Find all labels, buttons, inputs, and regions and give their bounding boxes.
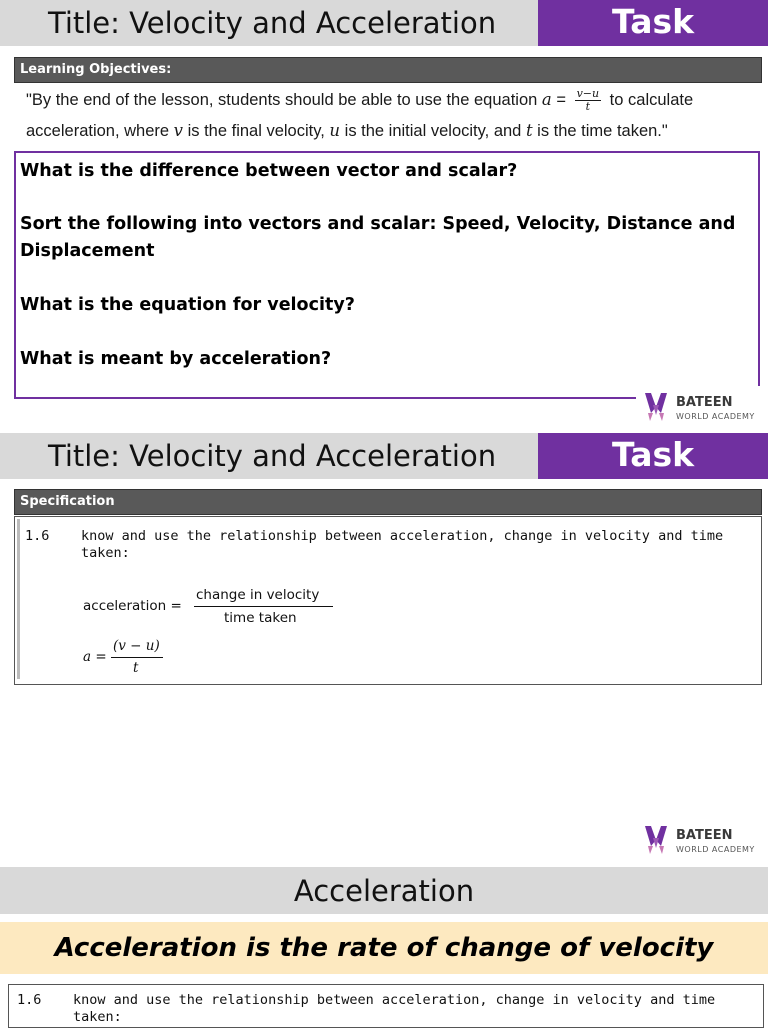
logo-subtitle: WORLD ACADEMY [676, 845, 755, 854]
lo-frac-denominator: t [585, 100, 591, 113]
lo-text: "By the end of the lesson, students should be able to use the equation [26, 90, 542, 109]
question-acceleration-meaning: What is meant by acceleration? [20, 349, 332, 369]
spec-divider [17, 519, 20, 679]
learning-objective-line-2 [26, 121, 668, 141]
word-equation-denominator: time taken [224, 610, 297, 626]
school-logo [636, 386, 766, 430]
bateen-logo-icon [644, 824, 668, 856]
slide3-spec-statement: know and use the relationship between acceleration, change in velocity and time taken: [73, 992, 716, 1025]
lo-equals: = [556, 90, 566, 109]
school-logo [636, 819, 766, 863]
lo-var-t: t [525, 121, 533, 140]
logo-name: BATEEN [676, 395, 733, 410]
lo-text: is the final velocity, [183, 122, 330, 140]
logo-name: BATEEN [676, 828, 733, 843]
slide3-specification-box [8, 984, 764, 1028]
lo-var-v: v [173, 121, 183, 140]
symbol-equation-denominator: t [133, 660, 139, 676]
slide2-task-label: Task [538, 433, 768, 479]
question-velocity-equation: What is the equation for velocity? [20, 295, 355, 315]
slide2-title: Title: Velocity and Acceleration [48, 439, 497, 473]
lo-text: to calculate [605, 90, 694, 109]
slide3-spec-number: 1.6 [17, 992, 42, 1008]
lo-text: is the initial velocity, and [340, 122, 526, 140]
word-equation-lhs: acceleration = [83, 598, 182, 614]
lo-var-u: u [329, 121, 341, 140]
lo-frac-numerator: v−u [576, 87, 600, 100]
symbol-equation-numerator: (v − u) [113, 638, 160, 654]
question-sort-quantities: Sort the following into vectors and scalar: Speed, Velocity, Distance and Displacement [20, 214, 736, 261]
symbol-equation-fraction-bar [111, 657, 163, 658]
acceleration-definition: Acceleration is the rate of change of velocity [0, 922, 768, 974]
specification-header: Specification [14, 489, 762, 515]
slide1-title: Title: Velocity and Acceleration [48, 6, 497, 40]
learning-objective-line-1 [26, 88, 693, 113]
spec-number: 1.6 [25, 528, 50, 544]
lo-text: acceleration, where [26, 122, 174, 140]
slide3-title: Acceleration [0, 867, 768, 914]
logo-subtitle: WORLD ACADEMY [676, 412, 755, 421]
slide1-task-label: Task [538, 0, 768, 46]
lo-fraction [575, 88, 602, 113]
specification-box [14, 516, 762, 685]
word-equation-numerator: change in velocity [196, 587, 320, 603]
bateen-logo-icon [644, 391, 668, 423]
task-questions-box [14, 151, 760, 399]
lo-var-a: a [541, 89, 552, 109]
symbol-equation-lhs: a = [83, 649, 107, 665]
question-vector-scalar: What is the difference between vector and scalar? [20, 161, 518, 181]
lo-text: is the time taken." [532, 122, 668, 140]
spec-statement: know and use the relationship between acceleration, change in velocity and time taken: [81, 528, 724, 561]
learning-objectives-header: Learning Objectives: [14, 57, 762, 83]
word-equation-fraction-bar [194, 606, 333, 607]
